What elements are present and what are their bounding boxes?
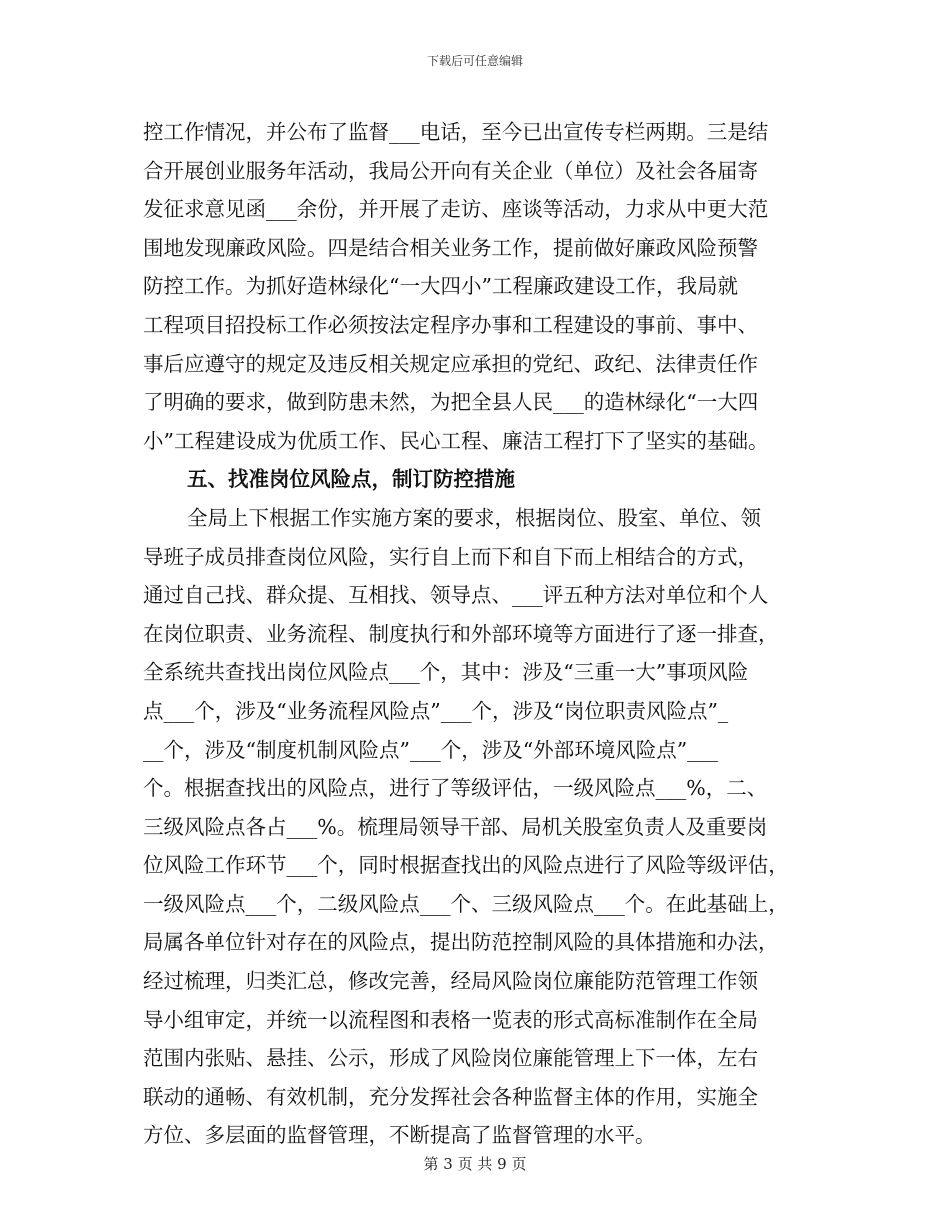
paragraph-line: 工程项目招投标工作必须按法定程序办事和工程建设的事前、事中、	[143, 312, 758, 337]
paragraph-line: 方位、多层面的监督管理，不断提高了监督管理的水平。	[143, 1123, 656, 1148]
paragraph-line: 小”工程建设成为优质工作、民心工程、廉洁工程打下了坚实的基础。	[143, 428, 769, 453]
paragraph-line: 点___个，涉及“业务流程风险点”___个，涉及“岗位职责风险点”_	[143, 698, 729, 723]
paragraph-line: 发征求意见函___余份，并开展了走访、座谈等活动，力求从中更大范	[143, 197, 769, 222]
paragraph-line: 防控工作。为抓好造林绿化“一大四小”工程廉政建设工作，我局就	[143, 274, 738, 299]
paragraph-line: 在岗位职责、业务流程、制度执行和外部环境等方面进行了逐一排查，	[143, 621, 779, 646]
paragraph-line: 个。根据查找出的风险点，进行了等级评估，一级风险点___%，二、	[143, 776, 768, 801]
page-footer: 第 3 页 共 9 页	[423, 1155, 527, 1173]
paragraph-line: 事后应遵守的规定及违反相关规定应承担的党纪、政纪、法律责任作	[143, 351, 758, 376]
paragraph-line: 三级风险点各占___%。梳理局领导干部、局机关股室负责人及重要岗	[143, 814, 768, 839]
paragraph-line: 导小组审定，并统一以流程图和表格一览表的形式高标准制作在全局	[143, 1007, 758, 1032]
paragraph-line: 全局上下根据工作实施方案的要求，根据岗位、股室、单位、领	[187, 505, 761, 530]
paragraph-line: 合开展创业服务年活动，我局公开向有关企业（单位）及社会各届寄	[143, 158, 758, 183]
paragraph-line: 全系统共查找出岗位风险点___个，其中：涉及“三重一大”事项风险	[143, 660, 749, 685]
paragraph-line: 控工作情况，并公布了监督___电话，至今已出宣传专栏两期。三是结	[143, 120, 769, 144]
paragraph-line: 导班子成员排查岗位风险，实行自上而下和自下而上相结合的方式，	[143, 544, 758, 569]
paragraph-line: 位风险工作环节___个，同时根据查找出的风险点进行了风险等级评估，	[143, 853, 789, 878]
paragraph-line: 经过梳理，归类汇总，修改完善，经局风险岗位廉能防范管理工作领	[143, 969, 758, 994]
paragraph-line: 联动的通畅、有效机制，充分发挥社会各种监督主体的作用，实施全	[143, 1084, 758, 1109]
paragraph-line: 围地发现廉政风险。四是结合相关业务工作，提前做好廉政风险预警	[143, 235, 758, 260]
page-header: 下载后可任意编辑	[426, 54, 523, 68]
document-body	[143, 113, 823, 1155]
paragraph-line: 局属各单位针对存在的风险点，提出防范控制风险的具体措施和办法，	[143, 930, 779, 955]
paragraph-line: 通过自己找、群众提、互相找、领导点、___评五种方法对单位和个人	[143, 583, 769, 608]
paragraph-line: 范围内张贴、悬挂、公示，形成了风险岗位廉能管理上下一体，左右	[143, 1046, 758, 1071]
paragraph-line: 了明确的要求，做到防患未然，为把全县人民___的造林绿化“一大四	[143, 390, 759, 415]
paragraph-line: 一级风险点___个，二级风险点___个、三级风险点___个。在此基础上，	[143, 891, 789, 916]
section-heading: 五、找准岗位风险点，制订防控措施	[187, 467, 515, 492]
paragraph-line: __个，涉及“制度机制风险点”___个，涉及“外部环境风险点”___	[143, 737, 718, 762]
